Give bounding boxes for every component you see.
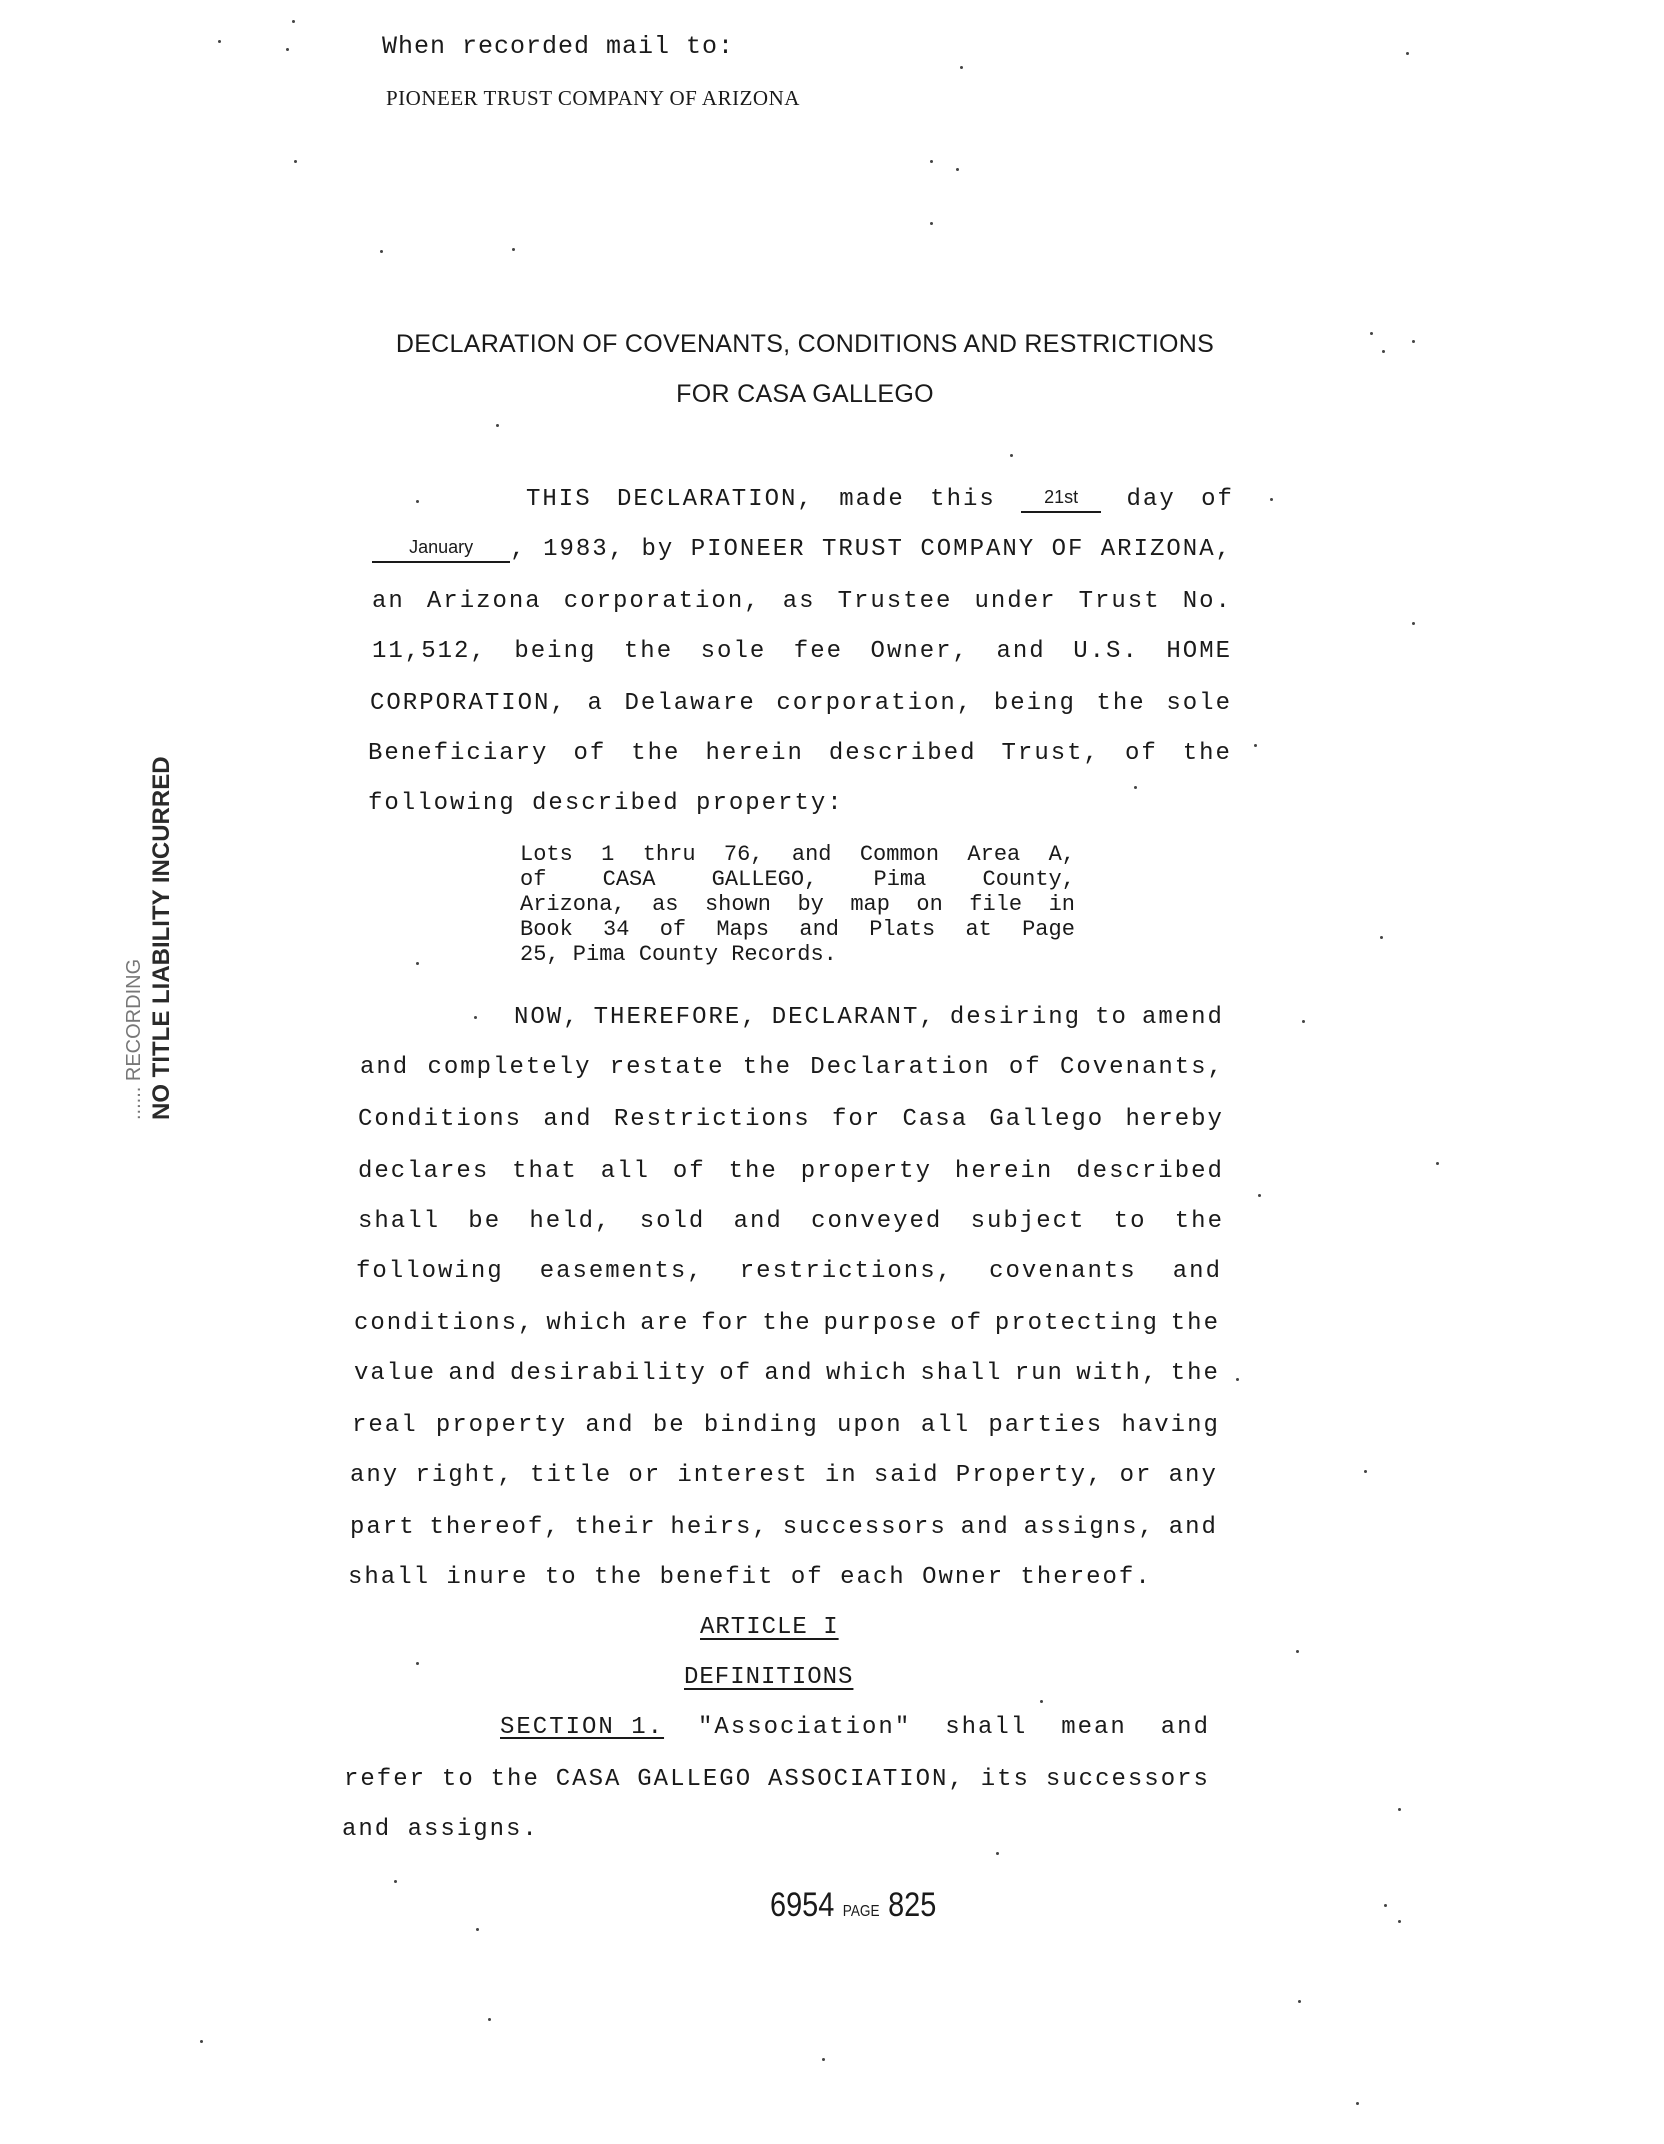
- now-therefore-line-8: value and desirability of and which shall run with, the: [354, 1360, 1220, 1387]
- now-therefore-line-5: shall be held, sold and conveyed subject to the: [358, 1208, 1224, 1235]
- now-therefore-line-7: conditions, which are for the purpose of protecting the: [354, 1310, 1220, 1337]
- scan-speck: [496, 424, 499, 427]
- month-field: January: [372, 536, 510, 563]
- scan-speck: [200, 2040, 203, 2043]
- scan-speck: [996, 1852, 999, 1855]
- scan-speck: [1270, 498, 1273, 501]
- scan-speck: [512, 248, 515, 251]
- scan-speck: [294, 160, 297, 163]
- article-heading: ARTICLE I: [700, 1614, 839, 1641]
- now-therefore-line-10: any right, title or interest in said Property, or any: [350, 1462, 1218, 1489]
- scan-speck: [1370, 332, 1373, 335]
- preamble-line-7: following described property:: [368, 790, 844, 817]
- scan-speck: [1302, 1020, 1305, 1023]
- page-label: PAGE: [842, 1903, 880, 1920]
- mail-to-company: PIONEER TRUST COMPANY OF ARIZONA: [386, 86, 800, 110]
- stamp-line-2: NO TITLE LIABILITY INCURRED: [148, 756, 175, 1120]
- scan-speck: [930, 222, 933, 225]
- now-therefore-line-1: NOW, THEREFORE, DECLARANT, desiring to amend: [514, 1004, 1224, 1031]
- preamble-line-3: an Arizona corporation, as Trustee under Trust No.: [372, 588, 1232, 615]
- scan-speck: [1236, 1378, 1239, 1381]
- legal-line-5: 25, Pima County Records.: [520, 942, 837, 967]
- scan-speck: [218, 40, 221, 43]
- mail-to-label: When recorded mail to:: [382, 32, 735, 61]
- legal-line-3: Arizona, as shown by map on file in: [520, 892, 1075, 917]
- scan-speck: [476, 1928, 479, 1931]
- scan-speck: [1412, 340, 1415, 343]
- scan-speck: [930, 160, 933, 163]
- document-subtitle: FOR CASA GALLEGO: [676, 380, 934, 408]
- scan-speck: [1398, 1920, 1401, 1923]
- scan-speck: [1010, 454, 1013, 457]
- legal-line-2: of CASA GALLEGO, Pima County,: [520, 867, 1075, 892]
- scan-speck: [380, 250, 383, 253]
- scan-speck: [488, 2018, 491, 2021]
- scan-speck: [1364, 1470, 1367, 1473]
- legal-line-4: Book 34 of Maps and Plats at Page: [520, 917, 1075, 942]
- scan-speck: [1380, 936, 1383, 939]
- scan-speck: [960, 66, 963, 69]
- legal-line-1: Lots 1 thru 76, and Common Area A,: [520, 842, 1075, 867]
- scan-speck: [1384, 1904, 1387, 1907]
- now-therefore-line-4: declares that all of the property herein described: [358, 1158, 1224, 1185]
- section-1-label: SECTION 1.: [500, 1714, 665, 1741]
- preamble-line-5: CORPORATION, a Delaware corporation, being the sole: [370, 690, 1232, 717]
- preamble-line-2: January , 1983, by PIONEER TRUST COMPANY OF ARIZONA,: [372, 536, 1232, 563]
- now-therefore-line-11: part thereof, their heirs, successors and assigns, and: [350, 1514, 1218, 1541]
- preamble-line-4: 11,512, being the sole fee Owner, and U.S. HOME: [372, 638, 1232, 665]
- now-therefore-line-12: shall inure to the benefit of each Owner thereof.: [348, 1564, 1152, 1591]
- scan-speck: [416, 500, 419, 503]
- scan-speck: [416, 1662, 419, 1665]
- now-therefore-line-3: Conditions and Restrictions for Casa Gallego hereby: [358, 1106, 1224, 1133]
- scan-speck: [1398, 1808, 1401, 1811]
- scan-speck: [292, 20, 295, 23]
- book-page-number: [770, 1886, 936, 1925]
- now-therefore-line-9: real property and be binding upon all parties having: [352, 1412, 1220, 1439]
- scan-speck: [416, 962, 419, 965]
- day-field: 21st: [1021, 486, 1101, 513]
- scan-speck: [1406, 52, 1409, 55]
- recording-stamp: [120, 756, 176, 1120]
- scan-speck: [394, 1880, 397, 1883]
- preamble-line-6: Beneficiary of the herein described Trust, of the: [368, 740, 1232, 767]
- definitions-heading: DEFINITIONS: [684, 1664, 854, 1691]
- scan-speck: [822, 2058, 825, 2061]
- scan-speck: [1298, 2000, 1301, 2003]
- section-1-line-3: and assigns.: [342, 1816, 539, 1843]
- scan-speck: [1412, 622, 1415, 625]
- stamp-line-1: ...... RECORDING: [123, 958, 145, 1120]
- scan-speck: [1436, 1162, 1439, 1165]
- scan-speck: [474, 1016, 477, 1019]
- scan-speck: [1382, 350, 1385, 353]
- section-1-line-1: SECTION 1. "Association" shall mean and: [500, 1714, 1210, 1741]
- document-title: DECLARATION OF COVENANTS, CONDITIONS AND RESTRICTIONS: [395, 330, 1215, 358]
- preamble-line-1: THIS DECLARATION, made this 21st day of: [526, 486, 1234, 513]
- page-number: 825: [888, 1886, 937, 1924]
- scan-speck: [1296, 1650, 1299, 1653]
- now-therefore-line-2: and completely restate the Declaration of Covenants,: [360, 1054, 1224, 1081]
- scan-speck: [1258, 1194, 1261, 1197]
- scan-speck: [1254, 744, 1257, 747]
- scan-speck: [286, 48, 289, 51]
- section-1-line-2: refer to the CASA GALLEGO ASSOCIATION, its successors: [344, 1766, 1210, 1793]
- book-number: 6954: [770, 1886, 835, 1924]
- scan-speck: [956, 168, 959, 171]
- scan-speck: [1356, 2102, 1359, 2105]
- scan-speck: [1040, 1700, 1043, 1703]
- legal-description: [520, 842, 1075, 967]
- scan-speck: [1134, 786, 1137, 789]
- now-therefore-line-6: following easements, restrictions, covenants and: [356, 1258, 1222, 1285]
